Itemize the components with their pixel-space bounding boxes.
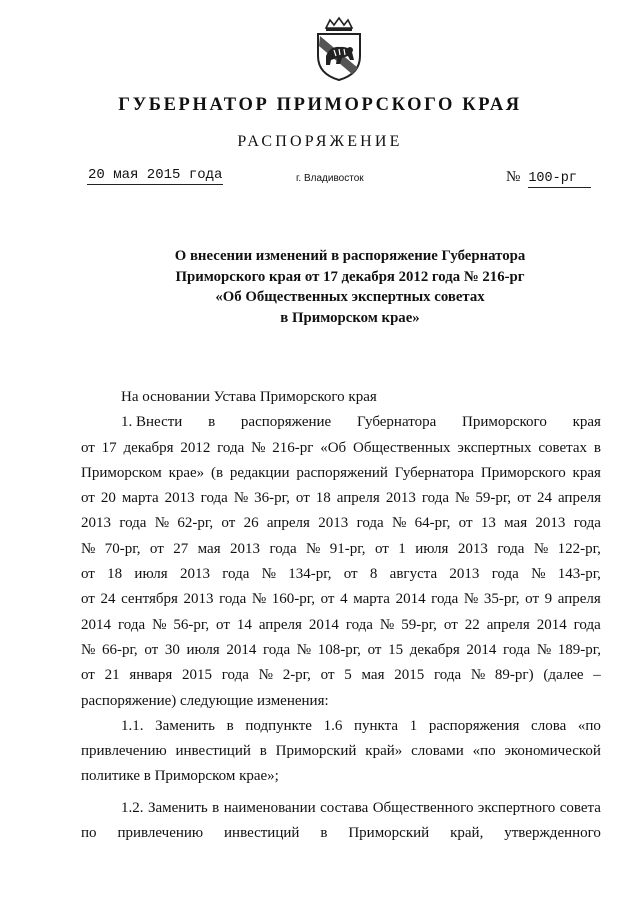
word: экспертных <box>457 439 532 456</box>
paragraph-1-line <box>81 511 601 536</box>
word: 122-рг, <box>557 540 601 557</box>
word: года <box>573 616 601 633</box>
title-line: Приморского края от 17 декабря 2012 года № 216-рг <box>175 268 525 285</box>
word: 22 <box>464 616 480 633</box>
word: 2015 <box>394 667 425 684</box>
word: марта <box>353 591 390 608</box>
word: от <box>81 591 95 608</box>
word: 1.2. <box>121 799 144 816</box>
word: 20 <box>100 490 116 507</box>
word: 160-рг, <box>271 591 316 608</box>
word: крае» <box>168 464 205 481</box>
word: № <box>81 540 96 557</box>
word: 9 <box>544 591 553 608</box>
word: 143-рг, <box>557 566 601 583</box>
word: 15 <box>388 641 404 658</box>
word: от <box>81 667 95 684</box>
word: августа <box>389 566 438 583</box>
word: 62-рг, <box>177 515 214 532</box>
word: 13 <box>480 515 496 532</box>
word: от <box>81 566 95 583</box>
word: апреля <box>486 616 530 633</box>
word: Приморский <box>275 743 357 760</box>
order-type-heading: РАСПОРЯЖЕНИЕ <box>237 133 403 150</box>
document-body <box>81 385 601 846</box>
word: 24 <box>536 490 552 507</box>
word: Общественных <box>352 439 451 456</box>
word: от <box>525 591 540 608</box>
word: июля <box>186 641 220 658</box>
paragraph-1-line <box>81 613 601 638</box>
word: 108-рг, <box>317 641 361 658</box>
word: от <box>216 616 230 633</box>
order-city: г. Владивосток <box>296 173 364 184</box>
order-number <box>506 169 591 187</box>
word: мая <box>361 667 385 684</box>
word: декабря <box>123 439 174 456</box>
word: 2013 <box>449 566 480 583</box>
word: года <box>503 641 531 658</box>
title-line: «Об Общественных экспертных советах <box>215 289 485 305</box>
word: от <box>367 641 382 658</box>
word: утвержденного <box>504 825 601 842</box>
word: 21 <box>104 667 120 684</box>
word: инвестиций <box>175 743 251 760</box>
word: года <box>497 540 525 557</box>
word: № <box>392 515 407 532</box>
word: 2014 <box>81 616 111 633</box>
word: 1. Внести <box>121 414 183 431</box>
word: № <box>531 566 546 583</box>
word: 2012 <box>180 439 211 456</box>
word: 89-рг) <box>494 667 534 684</box>
word: года <box>117 616 146 633</box>
word: № <box>251 591 267 608</box>
word: 70-рг, <box>104 540 141 557</box>
word: года <box>356 515 384 532</box>
word: словами <box>411 743 464 760</box>
word: в <box>320 825 328 842</box>
paragraph-1-1-first-line <box>81 714 601 739</box>
coat-of-arms-icon <box>312 16 366 82</box>
word: года <box>219 591 247 608</box>
word: 2014 <box>536 616 567 633</box>
order-date: 20 мая 2015 года <box>88 167 223 183</box>
word: совета <box>559 799 601 816</box>
word: край» <box>365 743 403 760</box>
title-line: в Приморском крае» <box>280 309 420 326</box>
word: от <box>81 439 95 456</box>
word: 30 <box>164 641 180 658</box>
word: 2013 <box>457 540 488 557</box>
paragraph-1-2-first-line <box>81 796 601 821</box>
word: года <box>221 667 249 684</box>
word: 189-рг, <box>557 641 601 658</box>
paragraph-1-first-line <box>81 410 601 435</box>
word: 2013 <box>230 540 261 557</box>
word: пункта <box>354 717 399 734</box>
word: Общественного <box>372 799 474 816</box>
word: от <box>320 591 335 608</box>
word: Заменить <box>155 717 215 734</box>
word: № <box>379 616 395 633</box>
word: от <box>517 490 531 507</box>
word: № <box>306 540 321 557</box>
word: 2013 <box>385 490 416 507</box>
paragraph-1-line <box>81 638 601 663</box>
word: слова <box>531 717 567 734</box>
word: года <box>119 515 147 532</box>
word: № <box>152 616 167 633</box>
word: апреля <box>258 616 302 633</box>
word: привлечению <box>81 743 167 760</box>
word: состава <box>320 799 369 816</box>
word: № <box>81 641 96 658</box>
word: января <box>129 667 173 684</box>
paragraph-1-1-last-line: политике в Приморском крае»; <box>81 768 279 785</box>
word: года <box>573 515 601 532</box>
word: 2014 <box>308 616 339 633</box>
word: Приморском <box>81 464 162 481</box>
word: 8 <box>369 566 378 583</box>
paragraph-1-1-line <box>81 739 601 764</box>
word: наименовании <box>223 799 316 816</box>
word: декабря <box>409 641 460 658</box>
word: года <box>200 490 228 507</box>
word: от <box>374 540 389 557</box>
word: 17 <box>101 439 117 456</box>
word: 56-рг, <box>173 616 210 633</box>
word: 59-рг, <box>401 616 437 633</box>
paragraph-1-line <box>81 562 601 587</box>
word: 27 <box>173 540 189 557</box>
word: 26 <box>243 515 259 532</box>
document-title <box>100 246 600 328</box>
word: привлечению <box>117 825 204 842</box>
word: мая <box>504 515 528 532</box>
word: Заменить <box>147 799 208 816</box>
word: 5 <box>344 667 352 684</box>
word: 2015 <box>181 667 212 684</box>
word: 35-рг, <box>483 591 520 608</box>
word: редакции <box>229 464 290 481</box>
word: от <box>320 667 335 684</box>
paragraph-1-2-line <box>81 821 601 846</box>
word: апреля <box>266 515 310 532</box>
word: 1 <box>398 540 406 557</box>
word: Губернатора <box>394 464 475 481</box>
word: 2014 <box>226 641 257 658</box>
word: «Об <box>320 439 347 456</box>
word: года <box>421 490 449 507</box>
word: 4 <box>340 591 348 608</box>
word: № <box>463 591 479 608</box>
word: край, <box>450 825 484 842</box>
word: года <box>262 641 291 658</box>
word: 216-рг <box>272 439 314 456</box>
word: 2013 <box>535 515 566 532</box>
word: июля <box>134 566 168 583</box>
number-sign: № <box>506 169 521 185</box>
word: № <box>470 667 486 684</box>
word: в <box>259 743 267 760</box>
word: 1.6 <box>323 717 343 734</box>
word: года <box>269 540 297 557</box>
word: от <box>221 515 236 532</box>
word: в <box>226 717 234 734</box>
word: года <box>217 439 245 456</box>
paragraph-1-line <box>81 537 601 562</box>
word: № <box>261 566 276 583</box>
word: 134-рг, <box>288 566 332 583</box>
word: экономической <box>504 743 601 760</box>
paragraph-1-line <box>81 461 601 486</box>
paragraph-1-line <box>81 663 601 688</box>
word: – <box>593 667 601 684</box>
title-line: О внесении изменений в распоряжение Губернатора <box>174 248 526 264</box>
word: 59-рг, <box>475 490 512 507</box>
word: № <box>258 667 273 684</box>
word: «по <box>472 743 496 760</box>
word: в <box>208 414 216 431</box>
word: 1 <box>409 717 418 734</box>
word: 2013 <box>81 515 111 532</box>
word: распоряжений <box>296 464 388 481</box>
word: экспертного <box>477 799 556 816</box>
word: года <box>431 591 459 608</box>
paragraph-1-line <box>81 436 601 461</box>
word: 24 <box>100 591 116 608</box>
word: года <box>222 566 250 583</box>
word: года <box>433 667 462 684</box>
order-number-value: 100-рг <box>528 171 591 188</box>
word: мая <box>197 540 221 557</box>
word: Приморского <box>480 464 566 481</box>
word: апреля <box>336 490 380 507</box>
word: № <box>233 490 249 507</box>
word: года <box>345 616 373 633</box>
word: подпункте <box>245 717 312 734</box>
word: № <box>533 540 549 557</box>
paragraph-1-line <box>81 587 601 612</box>
word: распоряжение <box>240 414 332 431</box>
basis-line: На основании Устава Приморского края <box>121 389 377 405</box>
word: 18 <box>315 490 331 507</box>
word: Губернатора <box>356 414 437 431</box>
word: сентября <box>121 591 178 608</box>
word: Приморский <box>348 825 430 842</box>
word: 36-рг, <box>254 490 290 507</box>
word: 2013 <box>164 490 195 507</box>
word: 64-рг, <box>414 515 451 532</box>
word: 2013 <box>179 566 210 583</box>
word: от <box>443 616 458 633</box>
word: 2014 <box>466 641 497 658</box>
word: июля <box>415 540 449 557</box>
word: от <box>343 566 358 583</box>
word: № <box>251 439 266 456</box>
word: «по <box>577 717 601 734</box>
word: от <box>144 641 159 658</box>
word: (в <box>210 464 224 481</box>
word: советах <box>538 439 588 456</box>
word: края <box>572 464 601 481</box>
word: (далее <box>543 667 584 684</box>
word: марта <box>121 490 159 507</box>
word: № <box>536 641 552 658</box>
word: апреля <box>557 490 601 507</box>
word: года <box>491 566 519 583</box>
word: 66-рг, <box>101 641 138 658</box>
word: 18 <box>107 566 123 583</box>
word: № <box>296 641 312 658</box>
word: от <box>149 540 164 557</box>
word: от <box>81 490 95 507</box>
word: № <box>154 515 170 532</box>
word: края <box>572 414 601 431</box>
word: инвестиций <box>224 825 300 842</box>
word: 2013 <box>318 515 349 532</box>
word: распоряжения <box>428 717 520 734</box>
word: апреля <box>557 591 601 608</box>
word: от <box>295 490 310 507</box>
word: Приморского <box>462 414 547 431</box>
word: № <box>455 490 470 507</box>
governor-heading: ГУБЕРНАТОР ПРИМОРСКОГО КРАЯ <box>118 95 522 115</box>
word: 2-рг, <box>282 667 311 684</box>
word: 91-рг, <box>329 540 366 557</box>
word: от <box>458 515 473 532</box>
word: 14 <box>236 616 252 633</box>
word: в <box>593 439 601 456</box>
paragraph-1-line <box>81 486 601 511</box>
word: 1.1. <box>121 717 144 734</box>
word: 2014 <box>395 591 426 608</box>
paragraph-1-last-line: распоряжение) следующие изменения: <box>81 692 329 709</box>
word: 2013 <box>183 591 214 608</box>
word: в <box>212 799 220 816</box>
word: по <box>81 825 97 842</box>
